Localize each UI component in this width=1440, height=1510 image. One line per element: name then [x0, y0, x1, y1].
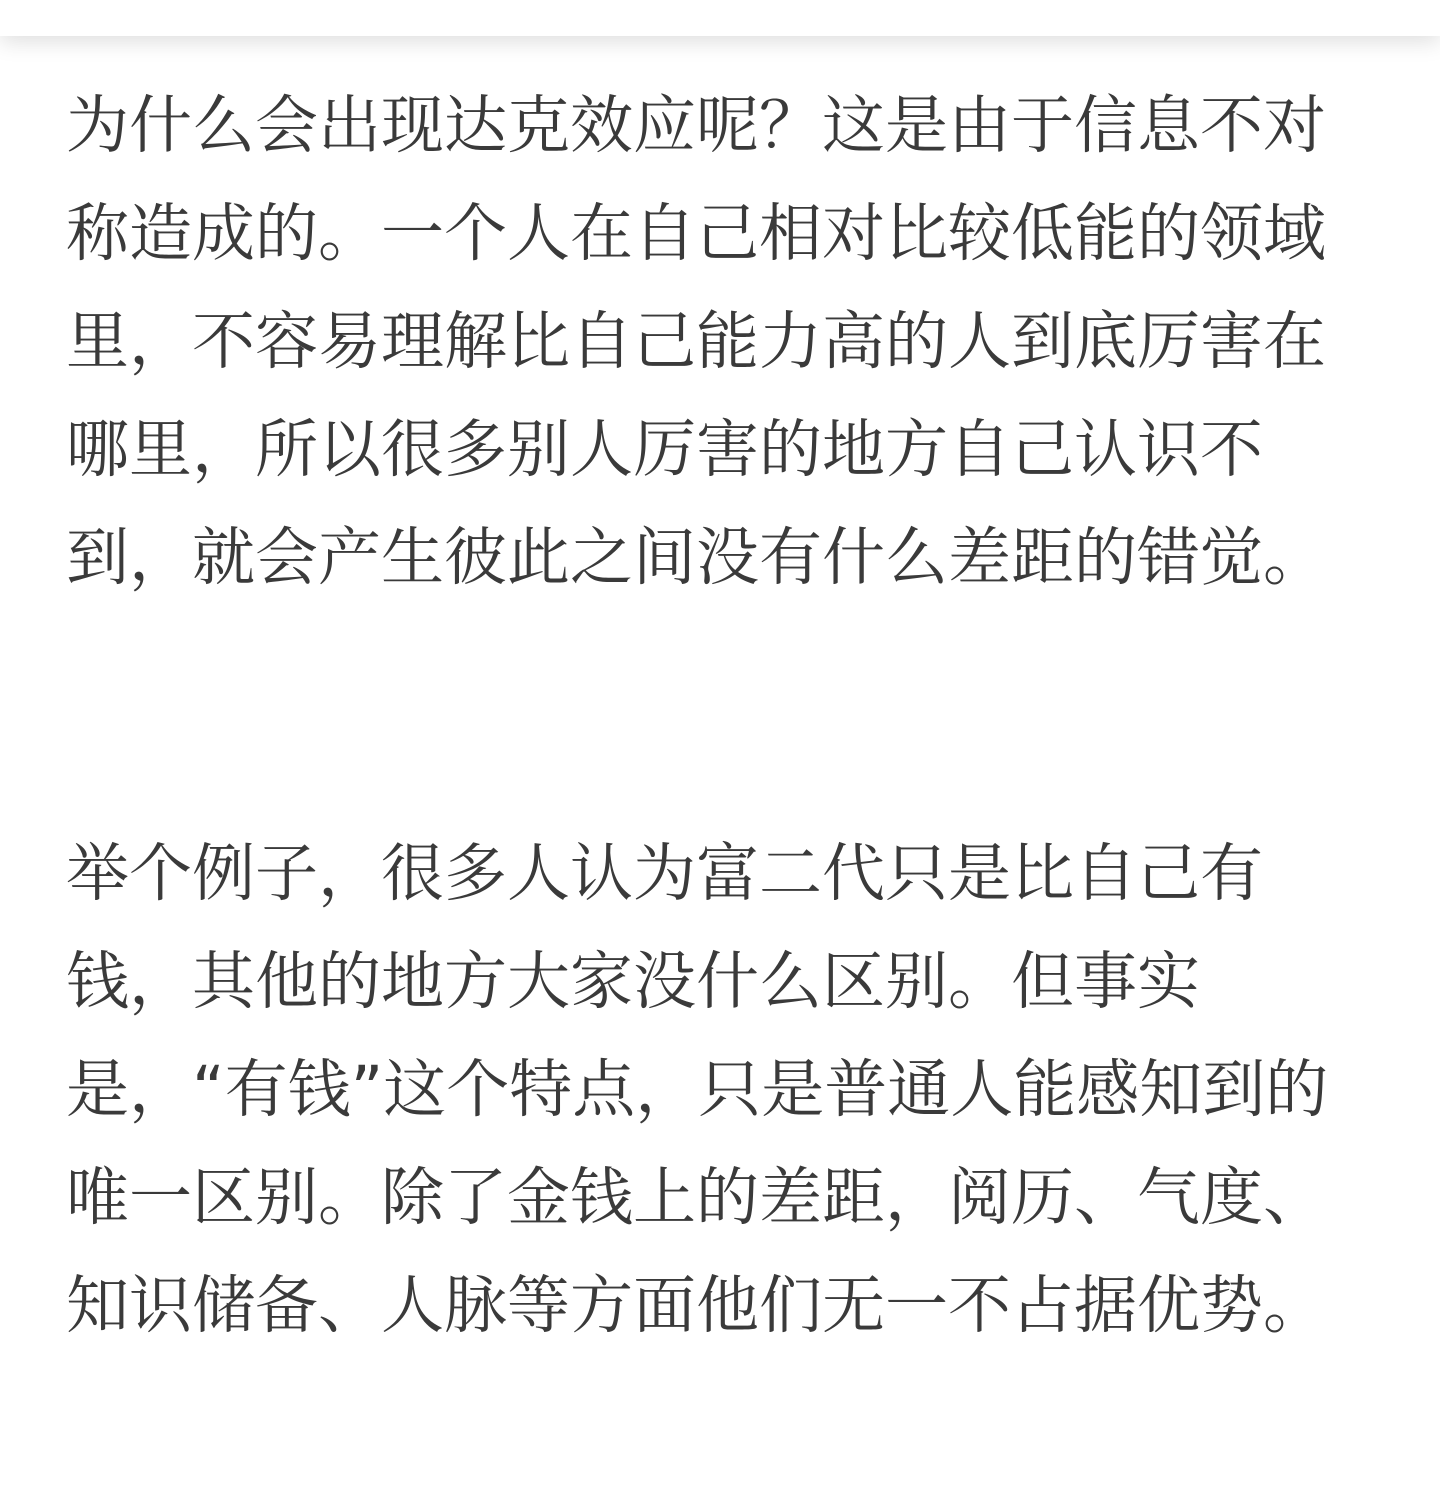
paragraph-1: [66, 72, 1356, 612]
paragraph-line: 为什么会出现达克效应呢？这是由于信息不对: [66, 89, 1326, 162]
paragraph-line: 知识储备、人脉等方面他们无一不占据优势。: [66, 1269, 1326, 1342]
paragraph-line: 里，不容易理解比自己能力高的人到底厉害在: [66, 305, 1326, 378]
paragraph-line: 钱，其他的地方大家没什么区别。但事实: [66, 945, 1200, 1018]
paragraph-line: 哪里，所以很多别人厉害的地方自己认识不: [66, 413, 1263, 486]
paragraph-line: 是，“有钱”这个特点，只是普通人能感知到的: [66, 1053, 1329, 1126]
paragraph-spacer: [66, 612, 1356, 820]
paragraph-line: 称造成的。一个人在自己相对比较低能的领域: [66, 197, 1326, 270]
paragraph-line: 唯一区别。除了金钱上的差距，阅历、气度、: [66, 1161, 1326, 1234]
paragraph-line: 举个例子，很多人认为富二代只是比自己有: [66, 837, 1263, 910]
top-bar-shadow: [0, 0, 1440, 36]
paragraph-line: 到，就会产生彼此之间没有什么差距的错觉。: [66, 521, 1326, 594]
article-body: [66, 72, 1356, 1360]
paragraph-2: [66, 820, 1356, 1360]
